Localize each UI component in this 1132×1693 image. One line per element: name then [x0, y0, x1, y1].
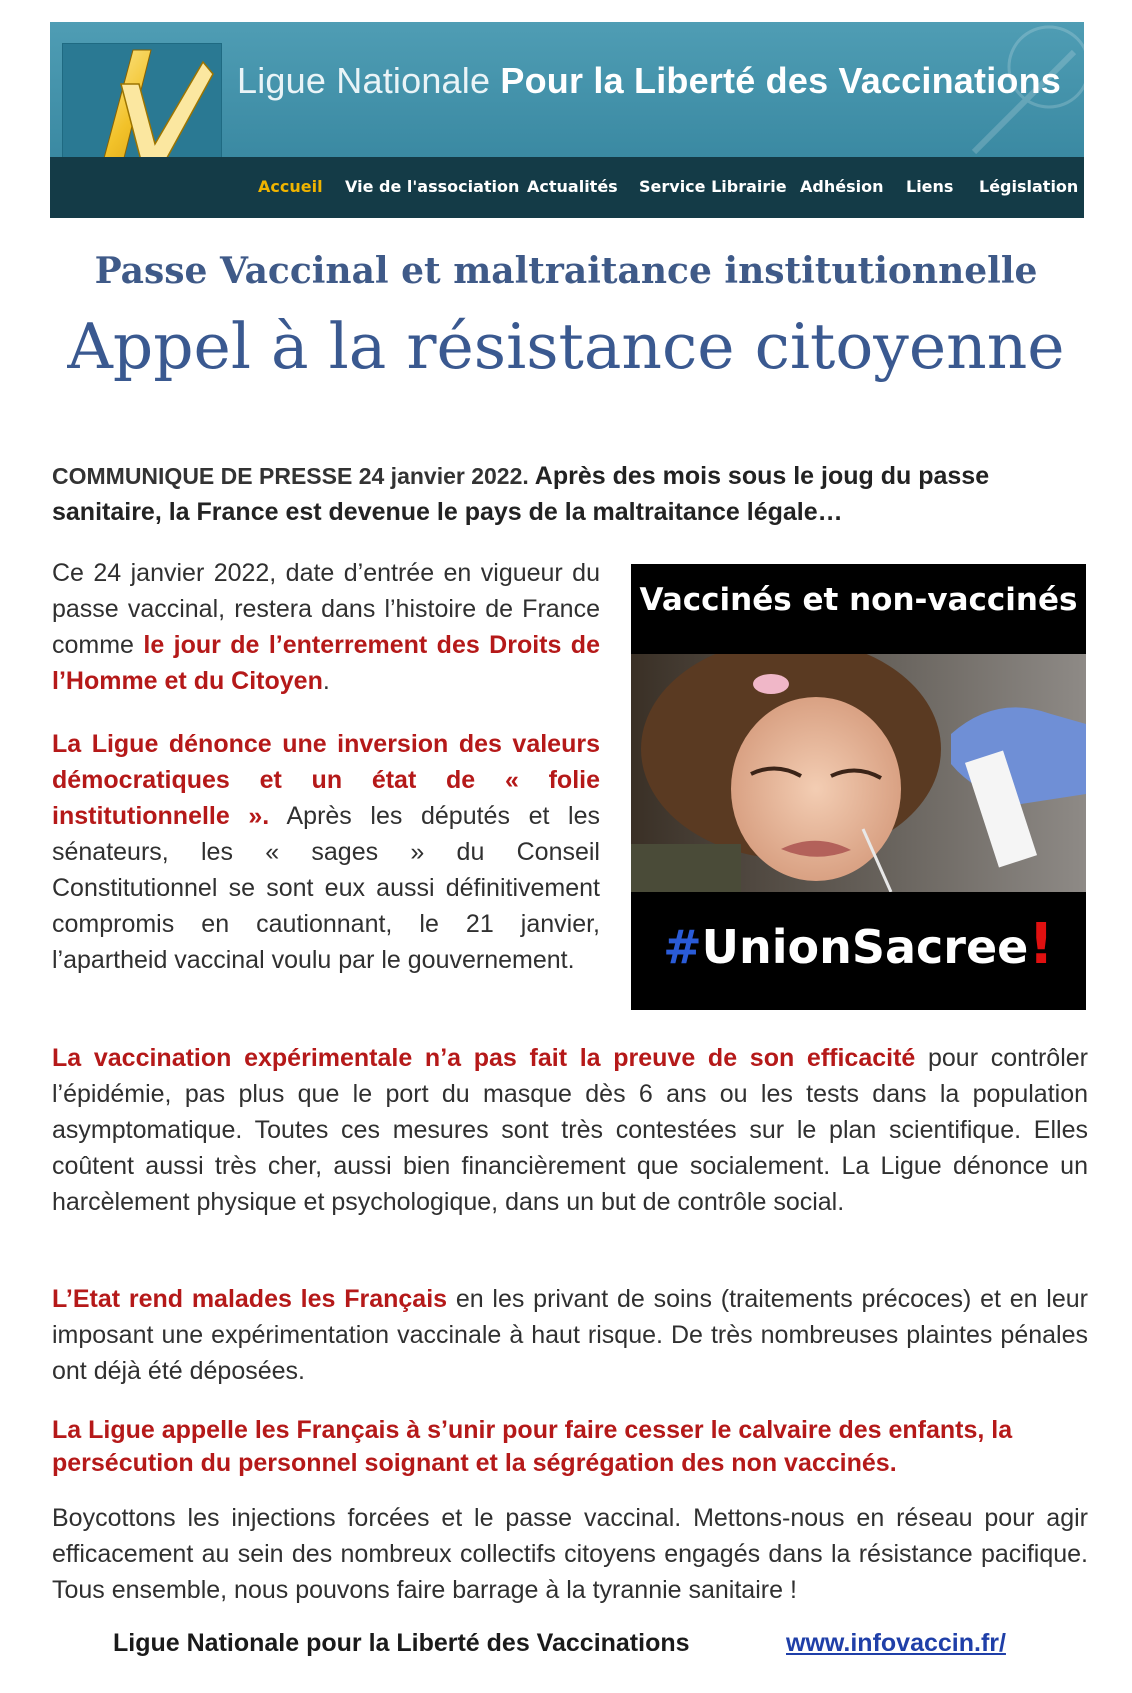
site-banner — [50, 22, 1084, 218]
nav-item-vie-association[interactable]: Vie de l'association — [345, 177, 520, 196]
page-title: Appel à la résistance citoyenne — [67, 310, 1065, 383]
page-subtitle: Passe Vaccinal et maltraitance institutionnelle — [94, 250, 1038, 292]
footer-organization: Ligue Nationale pour la Liberté des Vaccinations — [113, 1629, 690, 1657]
nav-item-accueil[interactable]: Accueil — [258, 177, 323, 196]
paragraph-2: La Ligue dénonce une inversion des valeurs démocratiques et un état de « folie institutionnelle ». Après les députés et les sénateurs, les « sages » du Conseil Constitutionnel se sont eux aussi définitivement compromis en cautionnant, le 21 janvier, l’apartheid vaccinal voulu par le gouvernement. — [52, 730, 600, 974]
paragraph-1: Ce 24 janvier 2022, date d’entrée en vigueur du passe vaccinal, restera dans l’histoire de France comme le jour de l’enterrement des Droits de l’Homme et du Citoyen. — [52, 559, 600, 695]
union-sacree-hashtag: #UnionSacree! — [663, 912, 1054, 977]
paragraph-3: La vaccination expérimentale n’a pas fait la preuve de son efficacité pour contrôler l’épidémie, pas plus que le port du masque dès 6 ans ou les tests dans la population asymptomatique. Toutes ces mesures sont très contestées sur le plan scientifique. Elles coûtent aussi très cher, aussi bien financièrement que socialement. La Ligue dénonce un harcèlement physique et psychologique, dans un but de contrôle social. — [52, 1044, 1088, 1216]
child-nasal-test-photo — [631, 654, 1086, 892]
press-release-label: COMMUNIQUE DE PRESSE 24 janvier 2022. — [52, 463, 529, 489]
nav-item-liens[interactable]: Liens — [906, 177, 954, 196]
intro-text: Après des mois sous le joug du passe sanitaire, la France est devenue le pays de la maltraitance légale… — [52, 462, 990, 526]
press-release-intro — [52, 458, 1088, 530]
main-navigation — [50, 157, 1084, 218]
paragraph-5: La Ligue appelle les Français à s’unir pour faire cesser le calvaire des enfants, la persécution du personnel soignant et la ségrégation des non vaccinés. — [52, 1416, 1013, 1477]
nav-item-adhesion[interactable]: Adhésion — [800, 177, 884, 196]
nav-item-actualites[interactable]: Actualités — [527, 177, 618, 196]
nav-item-legislation[interactable]: Législation — [979, 177, 1079, 196]
exclamation-icon: ! — [1028, 912, 1054, 977]
image-top-caption: Vaccinés et non-vaccinés — [639, 582, 1078, 618]
union-sacree-image — [631, 564, 1086, 1010]
syringe-decoration-icon — [954, 22, 1084, 162]
paragraph-4: L’Etat rend malades les Français en les privant de soins (traitements précoces) et en leur imposant une expérimentation vaccinale à haut risque. De très nombreuses plaintes pénales ont déjà été déposées. — [52, 1285, 1088, 1385]
banner-title: Ligue Nationale Pour la Liberté des Vaccinations — [237, 60, 1061, 101]
nav-item-service-librairie[interactable]: Service Librairie — [639, 177, 787, 196]
footer-website-link[interactable]: www.infovaccin.fr/ — [786, 1629, 1006, 1657]
paragraph-6: Boycottons les injections forcées et le passe vaccinal. Mettons-nous en réseau pour agir efficacement au sein des nombreux collectifs citoyens engagés dans la résistance pacifique. Tous ensemble, nous pouvons faire barrage à la tyrannie sanitaire ! — [52, 1504, 1088, 1604]
